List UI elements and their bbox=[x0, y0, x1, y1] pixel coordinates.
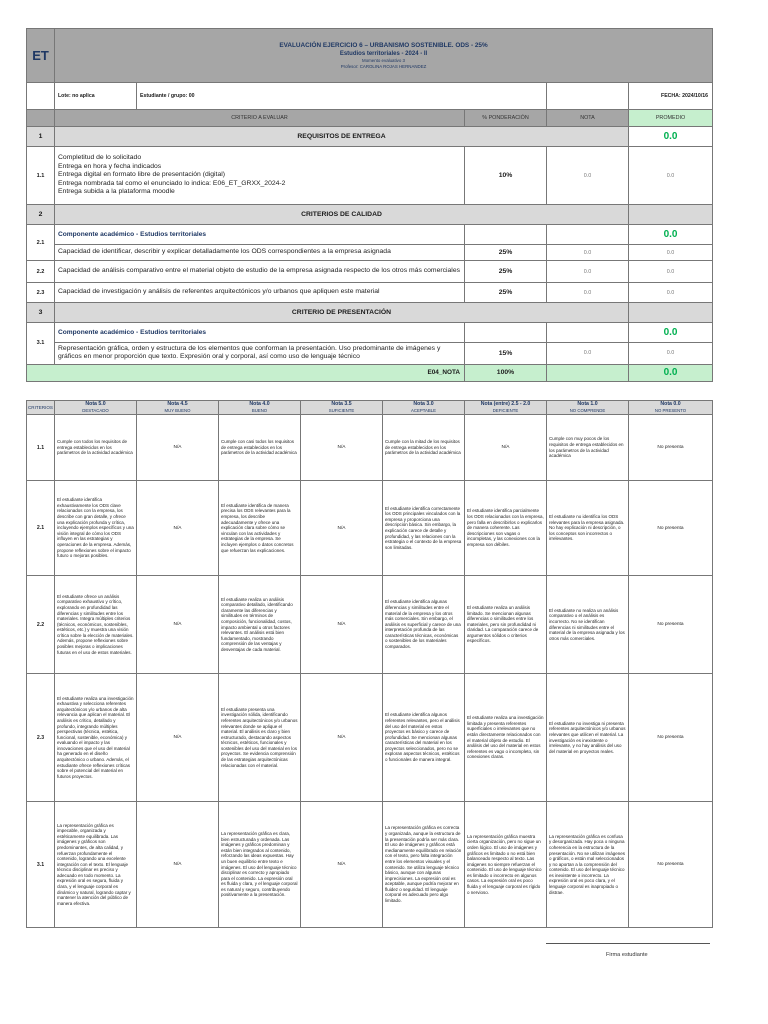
level-header: Nota 1.0 NO COMPRENDE bbox=[547, 401, 629, 415]
level-header: Nota 4.0 BUENO bbox=[219, 401, 301, 415]
signature-line[interactable] bbox=[546, 943, 710, 944]
col-criterio: CRITERIO A EVALUAR bbox=[55, 110, 465, 127]
col-nota: NOTA bbox=[547, 110, 629, 127]
rubric-cell: Cumple con la mitad de los requisitos de entrega establecidos en los parámetros de la actividad académica bbox=[383, 415, 465, 481]
rubric-cell: El estudiante identifica algunas diferencias y similitudes entre el material de la empresa y los otros más comerciales. Sin embargo, el análisis es superficial y carece de una interpretación profunda de las características técnicas, económicas o sostenibles de los materiales comparados. bbox=[383, 576, 465, 674]
rubric-cell: Cumple con casi todos los requisitos de entrega establecidos en los parámetros de la actividad académica bbox=[219, 415, 301, 481]
rubric-table bbox=[26, 400, 713, 928]
rubric-cell: La representación gráfica es impecable, organizada y estéticamente equilibrada. Las imágenes y gráficos son predominantes, de alta calidad, y refuerzan profundamente el contenido, logrando una excelente integración con el texto. El lenguaje técnico disciplinar es preciso y adecuado en todo momento. La expresión oral es segura, fluida y clara, y el lenguaje corporal es dinámico y natural, logrando captar y mantener la atención del público de manera efectiva. bbox=[55, 802, 137, 928]
criterion-text: Capacidad de análisis comparativo entre el material objeto de estudio de la empresa asignada respecto de los otros más comerciales bbox=[55, 261, 465, 283]
criterion-text: Representación gráfica, orden y estructura de los elementos que conforman la presentación. Uso predominante de imágenes y gráficos en menor proporción que texto. Expresión oral y corporal, así como uso de lenguaje técnico bbox=[55, 343, 465, 365]
grade-input[interactable]: 0.0 bbox=[547, 261, 629, 283]
rubric-criterion-number: 1.1 bbox=[27, 415, 55, 481]
average-cell: 0.0 bbox=[629, 283, 713, 303]
level-header: Nota 3.0 ACEPTABLE bbox=[383, 401, 465, 415]
sheet-title: EVALUACIÓN EJERCICIO 6 – URBANISMO SOSTENIBLE. ODS - 25% bbox=[279, 41, 488, 49]
rubric-cell: No presenta bbox=[629, 481, 713, 576]
grade-input[interactable]: 0.0 bbox=[547, 283, 629, 303]
rubric-cell: El estudiante no identifica los ODS relevantes para la empresa asignada. No hay explicación ni descripción, o los conceptos son incorrectos o irrelevantes. bbox=[547, 481, 629, 576]
col-promedio: PROMEDIO bbox=[629, 110, 713, 127]
rubric-cell: El estudiante identifica algunos referentes relevantes, pero el análisis del uso del material en estos proyectos es básico y carece de profundidad. Se mencionan algunas características del material en los proyectos seleccionados, pero no se exploran aspectos técnicos, estéticos o funcionales de manera integral. bbox=[383, 674, 465, 802]
criterion-number: 2.1 bbox=[27, 225, 55, 261]
sheet-header bbox=[55, 29, 713, 83]
requirement-line: Completitud de lo solicitado bbox=[58, 154, 142, 162]
rubric-cell: N/A bbox=[301, 674, 383, 802]
criterion-number: 3.1 bbox=[27, 323, 55, 365]
moment-label: Momento evaluativo 3 bbox=[362, 57, 405, 63]
criterion-number: 2.2 bbox=[27, 261, 55, 283]
rubric-cell: La representación gráfica es clara, bien estructurada y ordenada. Las imágenes y gráficos predominan y están bien integrados al contenido, reforzando las ideas expuestas. Hay un buen equilibrio entre texto e imágenes. El uso del lenguaje técnico disciplinar es correcto y apropiado para el contenido. La expresión oral es fluida y clara, y el lenguaje corporal es natural y seguro, contribuyendo positivamente a la presentación. bbox=[219, 802, 301, 928]
component-average: 0.0 bbox=[629, 323, 713, 343]
rubric-row bbox=[27, 576, 713, 674]
rubric-cell: El estudiante no realiza un análisis comparativo o el análisis es incorrecto. No se identifican diferencias ni similitudes entre el material de la empresa asignada y los otros más comerciales. bbox=[547, 576, 629, 674]
rubric-cell: La representación gráfica muestra cierta organización, pero no sigue un orden lógico. El uso de imágenes y gráficos es limitado o no está bien balanceado respecto al texto. Las imágenes no siempre refuerzan el contenido. El uso de lenguaje técnico es limitado o incorrecto en algunos casos. La expresión oral es poco fluida y el lenguaje corporal es rígido o nervioso. bbox=[465, 802, 547, 928]
level-header: Nota 4.5 MUY BUENO bbox=[137, 401, 219, 415]
final-weight: 100% bbox=[465, 364, 547, 381]
grade-input[interactable]: 0.0 bbox=[547, 343, 629, 365]
professor-label: Profesor: CAROLINA ROJAS HERNANDEZ bbox=[340, 63, 427, 69]
section-title: REQUISITOS DE ENTREGA bbox=[55, 127, 629, 147]
criteria-header: CRITERIOS bbox=[27, 401, 55, 415]
rubric-cell: N/A bbox=[137, 415, 219, 481]
level-header: Nota (entre) 2.5 - 2.0 DEFICIENTE bbox=[465, 401, 547, 415]
requirement-line: Entrega subida a la plataforma moodle bbox=[58, 188, 175, 196]
rubric-cell: El estudiante identifica exhaustivamente los ODS clave relacionados con la empresa, los describe con gran detalle, y ofrece una explicación profunda y crítica, incluyendo ejemplos específicos y una visión integral de cómo los ODS influyen en las estrategias y operaciones de la empresa. Además, propone reflexiones sobre el impacto futuro o mejoras posibles. bbox=[55, 481, 137, 576]
student-field[interactable]: Estudiante / grupo: 00 bbox=[137, 83, 547, 110]
rubric-cell: El estudiante identifica correctamente los ODS principales vinculados con la empresa y proporciona una descripción básica. Sin embargo, la explicación carece de detalle y profundidad, y las relaciones con la estrategia o el contexto de la empresa son limitadas. bbox=[383, 481, 465, 576]
component-average: 0.0 bbox=[629, 225, 713, 245]
rubric-cell: No presenta bbox=[629, 415, 713, 481]
rubric-cell: No presenta bbox=[629, 576, 713, 674]
rubric-criterion-number: 2.2 bbox=[27, 576, 55, 674]
date-field: FECHA: 2024/10/16 bbox=[629, 83, 713, 110]
criterion-requirements bbox=[55, 147, 465, 205]
rubric-cell: N/A bbox=[137, 674, 219, 802]
section-title: CRITERIOS DE CALIDAD bbox=[55, 205, 629, 225]
rubric-cell: El estudiante realiza un análisis comparativo detallado, identificando claramente las diferencias y similitudes en términos de composición, funcionalidad, costos, impacto ambiental u otros factores relevantes. El análisis está bien fundamentado, mostrando comprensión de las ventajas y desventajas de cada material. bbox=[219, 576, 301, 674]
final-grade-label: E04_NOTA bbox=[27, 364, 465, 381]
rubric-cell: No presenta bbox=[629, 674, 713, 802]
rubric-cell: El estudiante presenta una investigación sólida, identificando referentes arquitectónicos y/o urbanos relevantes donde se aplique el material. El análisis es claro y bien estructurado, destacando aspectos técnicos, estéticos, funcionales y sostenibles del uso del material en los proyectos. Se evidencia comprensión de las estrategias arquitectónicas relacionadas con el material. bbox=[219, 674, 301, 802]
grade-input[interactable]: 0.0 bbox=[547, 245, 629, 261]
level-header: Nota 3.5 SUFICIENTE bbox=[301, 401, 383, 415]
grade-input[interactable]: 0.0 bbox=[547, 147, 629, 205]
lote-field[interactable]: Lote: no aplica bbox=[55, 83, 137, 110]
rubric-cell: El estudiante no investiga ni presenta referentes arquitectónicos y/o urbanos relevantes que utilicen el material. La investigación es inexistente o irrelevante, y no hay análisis del uso del material en proyectos reales. bbox=[547, 674, 629, 802]
evaluation-sheet bbox=[26, 28, 713, 382]
rubric-cell: El estudiante identifica parcialmente los ODS relacionados con la empresa, pero falla en describirlos o explicarlos de manera coherente. Las descripciones son vagas o incompletas, y las conexiones con la empresa son débiles. bbox=[465, 481, 547, 576]
section-number: 2 bbox=[27, 205, 55, 225]
rubric-cell: No presenta bbox=[629, 802, 713, 928]
rubric-cell: N/A bbox=[301, 802, 383, 928]
criterion-text: Capacidad de identificar, describir y explicar detalladamente los ODS correspondientes a la empresa asignada bbox=[55, 245, 465, 261]
rubric-cell: N/A bbox=[301, 576, 383, 674]
section-average: 0.0 bbox=[629, 127, 713, 147]
rubric-cell: N/A bbox=[465, 415, 547, 481]
rubric-cell: El estudiante identifica de manera precisa los ODS relevantes para la empresa, los describe adecuadamente y ofrece una explicación clara sobre cómo se vinculan con las actividades y estrategias de la empresa. Se incluyen ejemplos o datos concretos que refuerzan las explicaciones. bbox=[219, 481, 301, 576]
rubric-row bbox=[27, 674, 713, 802]
average-cell: 0.0 bbox=[629, 245, 713, 261]
logo: ET bbox=[27, 29, 55, 83]
rubric-cell: N/A bbox=[137, 576, 219, 674]
level-header: Nota 5.0 DESTACADO bbox=[55, 401, 137, 415]
rubric-cell: N/A bbox=[137, 802, 219, 928]
component-label: Componente académico - Estudios territoriales bbox=[55, 225, 465, 245]
rubric-cell: N/A bbox=[301, 481, 383, 576]
col-ponderacion: % PONDERACIÓN bbox=[465, 110, 547, 127]
weight-cell: 25% bbox=[465, 261, 547, 283]
weight-cell: 15% bbox=[465, 343, 547, 365]
rubric-criterion-number: 3.1 bbox=[27, 802, 55, 928]
weight-cell: 25% bbox=[465, 245, 547, 261]
rubric-cell: El estudiante realiza una investigación exhaustiva y selecciona referentes arquitectónicos y/o urbanos de alta relevancia que aplican el material. El análisis es crítico, detallado y profundo, integrando múltiples perspectivas (técnica, estética, funcional, sostenible, económica) y evaluando el impacto y las innovaciones que el uso del material ha generado en el diseño arquitectónico o urbano. Además, el estudiante ofrece reflexiones críticas sobre el potencial del material en futuros proyectos. bbox=[55, 674, 137, 802]
rubric-row bbox=[27, 481, 713, 576]
average-cell: 0.0 bbox=[629, 261, 713, 283]
rubric-cell: N/A bbox=[137, 481, 219, 576]
criterion-number: 1.1 bbox=[27, 147, 55, 205]
rubric-criterion-number: 2.3 bbox=[27, 674, 55, 802]
sheet-subtitle: Estudios territoriales - 2024 - II bbox=[339, 50, 428, 57]
requirement-line: Entrega en hora y fecha indicados bbox=[58, 162, 162, 170]
criterion-number: 2.3 bbox=[27, 283, 55, 303]
section-number: 1 bbox=[27, 127, 55, 147]
section-title: CRITERIO DE PRESENTACIÓN bbox=[55, 303, 629, 323]
criterion-text: Capacidad de investigación y análisis de referentes arquitectónicos y/o urbanos que apliquen este material bbox=[55, 283, 465, 303]
rubric-row bbox=[27, 415, 713, 481]
rubric-cell: La representación gráfica es correcta y organizada, aunque la estructura de la presentación podría ser más clara. El uso de imágenes y gráficos está medianamente equilibrado en relación con el texto, pero falta integración entre los elementos visuales y el contenido. Se utiliza lenguaje técnico básico, aunque con algunas imprecisiones. La expresión oral es aceptable, aunque podría mejorar en fluidez o seguridad. El lenguaje corporal es adecuado pero algo limitado. bbox=[383, 802, 465, 928]
weight-cell: 10% bbox=[465, 147, 547, 205]
component-label: Componente académico - Estudios territoriales bbox=[55, 323, 465, 343]
rubric-cell: El estudiante realiza un análisis limitado. Se mencionan algunas diferencias o similitudes entre los materiales, pero sin profundidad ni claridad. La comparación carece de argumentos sólidos o criterios específicos. bbox=[465, 576, 547, 674]
rubric-row bbox=[27, 802, 713, 928]
final-average: 0.0 bbox=[629, 364, 713, 381]
level-header: Nota 0.0 NO PRESENTO bbox=[629, 401, 713, 415]
requirement-line: Entrega digital en formato libre de presentación (digital) bbox=[58, 171, 225, 179]
average-cell: 0.0 bbox=[629, 343, 713, 365]
requirement-line: Entrega nombrada tal como el enunciado lo indica: E06_ET_GRXX_2024-2 bbox=[58, 179, 286, 187]
rubric-cell: El estudiante ofrece un análisis comparativo exhaustivo y crítico, explorando en profundidad las diferencias y similitudes entre los materiales. Integra múltiples criterios (técnicos, económicos, sostenibles, estéticos, etc.) y muestra una visión crítica sobre la elección de materiales. Además, propone reflexiones sobre posibles mejoras o implicaciones futuras en el uso de estos materiales. bbox=[55, 576, 137, 674]
rubric-criterion-number: 2.1 bbox=[27, 481, 55, 576]
weight-cell: 25% bbox=[465, 283, 547, 303]
signature-label: Firma estudiante bbox=[606, 952, 648, 958]
average-cell: 0.0 bbox=[629, 147, 713, 205]
rubric-cell: Cumple con muy pocos de los requisitos de entrega establecidos en los parámetros de la actividad académica bbox=[547, 415, 629, 481]
rubric-cell: Cumple con todos los requisitos de entrega establecidos en los parámetros de la actividad académica bbox=[55, 415, 137, 481]
rubric-cell: El estudiante realiza una investigación limitada y presenta referentes superficiales o irrelevantes que no están directamente relacionados con el material objeto de estudio. El análisis del uso del material en estos referentes es vago o incompleto, sin conexiones claras. bbox=[465, 674, 547, 802]
rubric-cell: La representación gráfica es confusa y desorganizada. Hay poca o ninguna coherencia en la estructura de la presentación. No se utilizan imágenes o gráficos, o están mal seleccionados y no aportan a la comprensión del contenido. El uso del lenguaje técnico es inexistente o incorrecto. La expresión oral es poco clara, y el lenguaje corporal es inapropiado o distrae. bbox=[547, 802, 629, 928]
section-number: 3 bbox=[27, 303, 55, 323]
rubric-cell: N/A bbox=[301, 415, 383, 481]
